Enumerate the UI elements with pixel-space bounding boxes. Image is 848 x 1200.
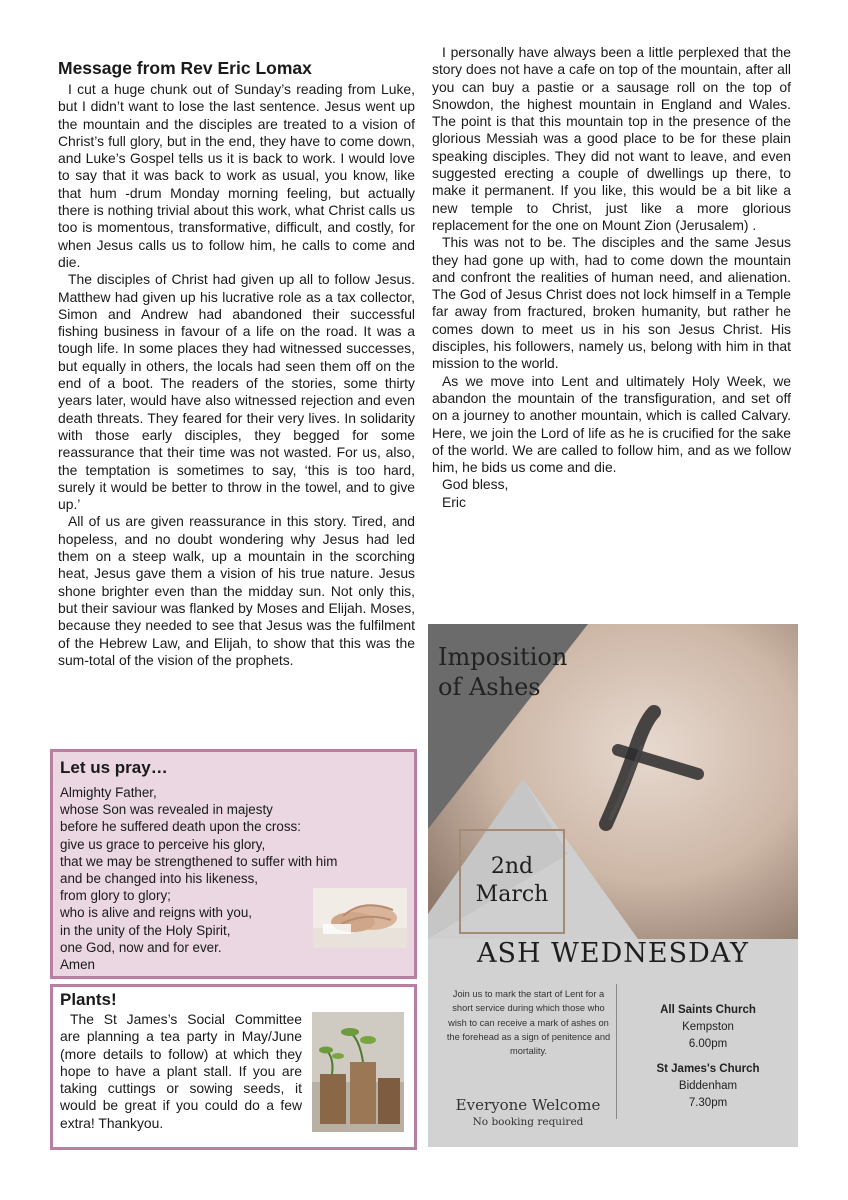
poster-heading: ASH WEDNESDAY: [477, 938, 749, 969]
message-signature: Eric: [442, 493, 466, 510]
prayer-line: Amen: [60, 957, 95, 973]
venue-place: Biddenham: [678, 1080, 738, 1092]
message-paragraph: I personally have always been a little perplexed that the story does not have a cafe on top of the mountain, after all you can buy a pastie or a sausage roll on the top of Snowdon, the highest mountain in England and Wales. The point is that this mountain top in the presence of the glorious Messiah was a good place to be for these plain speaking disciples. They did not want to leave, and even suggested erecting a couple of dwellings up there, to make it permanent. If you like, this would be a bit like a new temple to Christ, just like a more glorious replacement for the one on Mount Zion (Jerusalem) .: [432, 44, 791, 233]
message-paragraph: I cut a huge chunk out of Sunday’s reading from Luke, but I didn’t want to lose the last sentence. Jesus went up the mountain and the disciples are treated to a vision of Christ’s full glory, but in the end, they have to come down, and Luke’s Gospel tells us it is back to work. I would love to say that it was back to work as usual, you know, like that hum -drum Monday morning feeling, but actually there is nothing trivial about this work, what Christ calls us too is momentous, transformative, difficult, and costly, for when Jesus calls us to follow him, he calls to come and die.: [58, 81, 415, 270]
poster-title-line: of Ashes: [438, 673, 541, 701]
poster-date-month: March: [475, 882, 549, 907]
prayer-line: from glory to glory;: [60, 888, 171, 904]
venue-time: 7.30pm: [688, 1097, 728, 1109]
poster-description: Join us to mark the start of Lent for a short service during which those who wish to can receive a mark of ashes on the forehead as a sign of penitence and mortality.: [446, 989, 611, 1057]
plants-text: The St James’s Social Committee are planning a tea party in May/June (more details to follow) at which they hope to have a plant stall. If you are taking cuttings or sowing seeds, it would be great if you could do a few extra! Thankyou.: [60, 1011, 302, 1131]
message-paragraph: The disciples of Christ had given up all to follow Jesus. Matthew had given up his lucrative role as a tax collector, Simon and Andrew had abandoned their successful fishing business in favour of a life on the road. It was a tough life. In some places they had witnessed successes, but equally in others, the locals had seen them off on the end of a boot. The readers of the stories, some thirty years later, would have also witnessed rejection and even death threats. They feared for their very lives. In solidarity with those early disciples, they begged for some reassurance that their time was not wasted. For us, also, the temptation is sometimes to say, ‘this is too hard, surely it would be better to throw in the towel, and to give up.’: [58, 271, 415, 513]
prayer-line: whose Son was revealed in majesty: [60, 802, 273, 818]
plants-box: [50, 984, 417, 1150]
prayer-line: before he suffered death upon the cross:: [60, 819, 301, 835]
venue-name: All Saints Church: [660, 1004, 756, 1016]
prayer-line: in the unity of the Holy Spirit,: [60, 922, 231, 938]
prayer-line: that we may be strengthened to suffer with him: [60, 853, 338, 869]
ash-wednesday-poster: [428, 624, 798, 1147]
prayer-line: Almighty Father,: [60, 785, 157, 800]
venue-name: St James's Church: [656, 1063, 760, 1075]
poster-date: [459, 829, 565, 934]
message-heading: Message from Rev Eric Lomax: [58, 58, 312, 78]
message-right-column: [432, 44, 791, 511]
venue-time: 6.00pm: [688, 1038, 728, 1050]
poster-title-line: Imposition: [438, 643, 568, 671]
poster-date-day: 2nd: [490, 854, 534, 879]
message-left-column: [58, 58, 415, 669]
poster-booking-note: No booking required: [472, 1116, 584, 1128]
message-paragraph: This was not to be. The disciples and the same Jesus they had gone up with, had to come down the mountain and confront the realities of human need, and alienation. The God of Jesus Christ does not lock himself in a Temple far away from fractured, broken humanity, but rather he comes down to meet us in his son Jesus Christ. His disciples, his followers, namely us, belong with him in that mission to the world.: [432, 234, 791, 372]
prayer-line: one God, now and for ever.: [60, 939, 222, 955]
prayer-line: and be changed into his likeness,: [60, 871, 259, 887]
prayer-box: [50, 749, 417, 979]
message-paragraph: All of us are given reassurance in this story. Tired, and hopeless, and no doubt wondering why Jesus had led them on a steep walk, up a mountain in the scorching heat, Jesus gave them a vision of his true nature. Jesus shone brighter even than the midday sun. Not only this, but their saviour was flanked by Moses and Elijah. Moses, because they needed to see that Jesus was the fulfilment of the Hebrew Law, and Elijah, to show that this was the sum-total of the vision of the prophets.: [58, 513, 415, 668]
venue-place: Kempston: [682, 1021, 734, 1033]
poster-venues: [624, 1002, 792, 1112]
poster-title: [438, 642, 567, 702]
message-signoff: God bless,: [442, 476, 509, 493]
plants-heading: Plants!: [60, 990, 117, 1009]
prayer-line: give us grace to perceive his glory,: [60, 836, 266, 852]
prayer-heading: Let us pray…: [60, 758, 168, 777]
prayer-line: who is alive and reigns with you,: [60, 905, 253, 921]
poster-welcome: Everyone Welcome: [455, 1096, 601, 1114]
praying-hands-image: [313, 888, 407, 948]
seedling-pots-image: [312, 1012, 404, 1132]
message-paragraph: As we move into Lent and ultimately Holy Week, we abandon the mountain of the transfiguration, and set off on a journey to another mountain, which is called Calvary. Here, we join the Lord of life as he is crucified for the sake of the world. We are called to follow him, and as we follow him, he bids us come and die.: [432, 372, 791, 476]
